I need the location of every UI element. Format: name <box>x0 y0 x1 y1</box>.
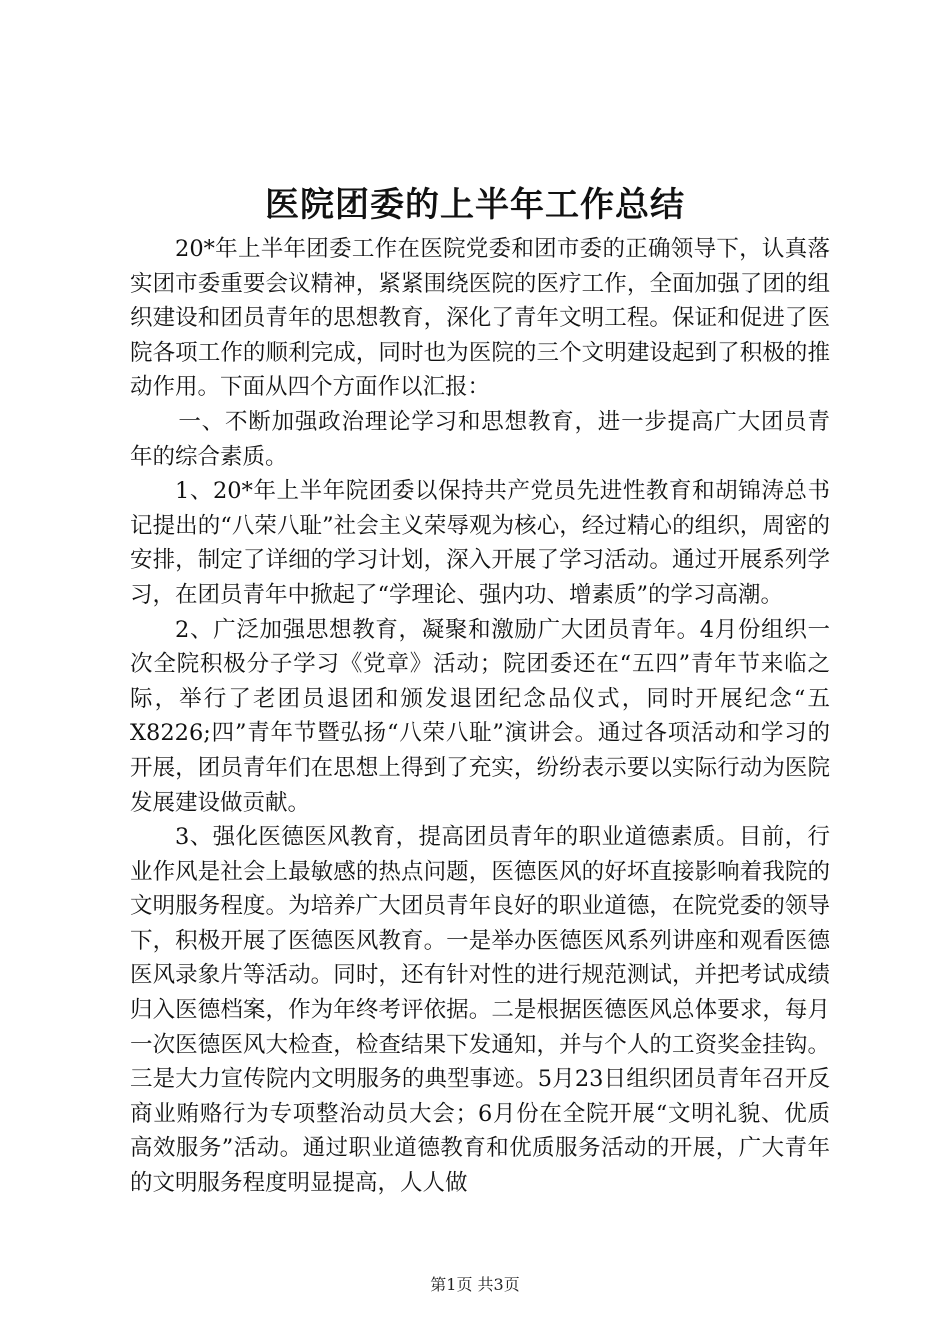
section-heading-1: 一、不断加强政治理论学习和思想教育，进一步提高广大团员青年的综合素质。 <box>130 408 830 470</box>
paragraph-item-1: 1、20*年上半年院团委以保持共产党员先进性教育和胡锦涛总书记提出的“八荣八耻”社会主义荣辱观为核心，经过精心的组织，周密的安排，制定了详细的学习计划，深入开展了学习活动。通过开展系列学习，在团员青年中掀起了“学理论、强内功、增素质”的学习高潮。 <box>130 478 830 608</box>
paragraph-item-2: 2、广泛加强思想教育，凝聚和激励广大团员青年。4月份组织一次全院积极分子学习《党章》活动；院团委还在“五四”青年节来临之际，举行了老团员退团和颁发退团纪念品仪式，同时开展纪念“五X8226;四”青年节暨弘扬“八荣八耻”演讲会。通过各项活动和学习的开展，团员青年们在思想上得到了充实，纷纷表示要以实际行动为医院发展建设做贡献。 <box>130 616 830 816</box>
paragraph-item-3: 3、强化医德医风教育，提高团员青年的职业道德素质。目前，行业作风是社会上最敏感的热点问题，医德医风的好坏直接影响着我院的文明服务程度。为培养广大团员青年良好的职业道德，在院党委的领导下，积极开展了医德医风教育。一是举办医德医风系列讲座和观看医德医风录象片等活动。同时，还有针对性的进行规范测试，并把考试成绩归入医德档案，作为年终考评依据。二是根据医德医风总体要求，每月一次医德医风大检查，检查结果下发通知，并与个人的工资奖金挂钩。三是大力宣传院内文明服务的典型事迹。5月23日组织团员青年召开反商业贿赂行为专项整治动员大会；6月份在全院开展“文明礼貌、优质高效服务”活动。通过职业道德教育和优质服务活动的开展，广大青年的文明服务程度明显提高，人人做 <box>130 824 830 1197</box>
document-body <box>130 232 830 1201</box>
document-title: 医院团委的上半年工作总结 <box>265 185 685 225</box>
page-number-footer: 第1页 共3页 <box>430 1275 520 1294</box>
intro-paragraph: 20*年上半年团委工作在医院党委和团市委的正确领导下，认真落实团市委重要会议精神，紧紧围绕医院的医疗工作，全面加强了团的组织建设和团员青年的思想教育，深化了青年文明工程。保证和促进了医院各项工作的顺利完成，同时也为医院的三个文明建设起到了积极的推动作用。下面从四个方面作以汇报： <box>130 236 830 401</box>
